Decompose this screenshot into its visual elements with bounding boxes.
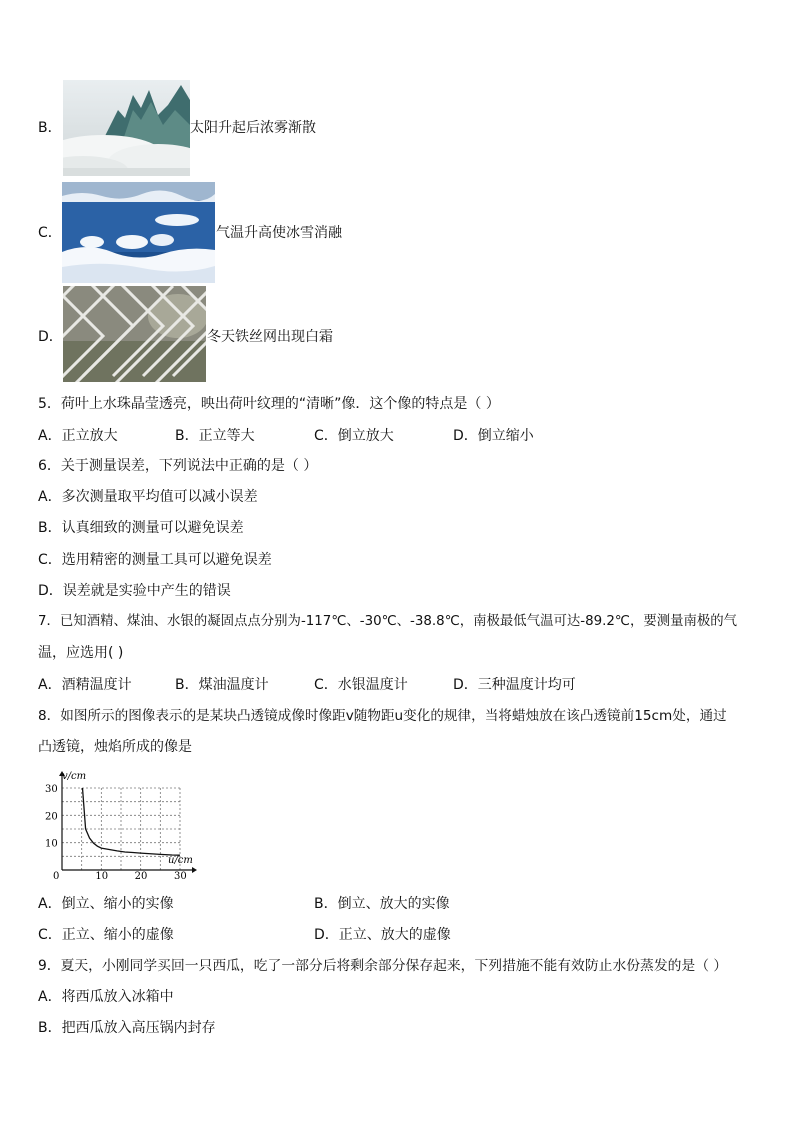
q5-option-c: C．倒立放大: [314, 428, 394, 444]
q8-option-a: A．倒立、缩小的实像: [38, 896, 174, 912]
x-tick-label: 10: [95, 871, 109, 880]
x-axis-label: u/cm: [168, 855, 193, 866]
x-tick-label: 30: [174, 871, 187, 880]
q8-option-b: B．倒立、放大的实像: [314, 896, 450, 912]
q8-option-d: D．正立、放大的虚像: [314, 927, 451, 943]
option-letter: D．: [38, 329, 63, 345]
lens-image-distance-chart: [40, 770, 200, 880]
q6-option-c: C．选用精密的测量工具可以避免误差: [38, 552, 272, 568]
option-text: 冬天铁丝网出现白霜: [207, 329, 333, 345]
chart-series: [83, 788, 181, 855]
q7-option-d: D．三种温度计均可: [453, 677, 576, 693]
option-letter: B．: [38, 120, 62, 136]
option-text: 气温升高使冰雪消融: [216, 225, 342, 241]
y-axis-label: v/cm: [62, 771, 87, 782]
melting-snow-photo: [62, 182, 215, 283]
q6-option-d: D．误差就是实验中产生的错误: [38, 583, 231, 599]
y-tick-label: 30: [45, 784, 58, 795]
q8-stem-line1: 8．如图所示的图像表示的是某块凸透镜成像时像距v随物距u变化的规律，当将蜡烛放在该凸透镜前15cm处，通过: [38, 708, 727, 724]
q6-stem: 6．关于测量误差，下列说法中正确的是（ ）: [38, 458, 318, 474]
chart-ticks: [45, 784, 187, 880]
y-tick-label: 20: [45, 811, 58, 823]
series-line-v-vs-u: [83, 788, 181, 855]
q6-option-b: B．认真细致的测量可以避免误差: [38, 520, 244, 536]
q6-option-a: A．多次测量取平均值可以减小误差: [38, 489, 258, 505]
chart-grid: [62, 788, 180, 870]
option-letter: C．: [38, 225, 62, 241]
q5-stem: 5．荷叶上水珠晶莹透亮，映出荷叶纹理的“清晰”像．这个像的特点是（ ）: [38, 396, 500, 412]
q7-option-c: C．水银温度计: [314, 677, 408, 693]
q8-option-c: C．正立、缩小的虚像: [38, 927, 174, 943]
q5-option-d: D．倒立缩小: [453, 428, 534, 444]
q8-stem-line2: 凸透镜，烛焰所成的像是: [38, 739, 192, 755]
option-text: 太阳升起后浓雾渐散: [190, 120, 316, 136]
q7-option-a: A．酒精温度计: [38, 677, 132, 693]
q7-stem-line2: 温，应选用( ): [38, 645, 124, 661]
q7-option-b: B．煤油温度计: [175, 677, 269, 693]
chart-svg: [40, 770, 200, 880]
mountain-fog-photo: [63, 80, 190, 176]
y-tick-label: 10: [45, 838, 58, 850]
q7-stem-line1: 7．已知酒精、煤油、水银的凝固点点分别为-117℃、-30℃、-38.8℃，南极最低气温可达-89.2℃，要测量南极的气: [38, 614, 738, 629]
x-axis-arrow: [192, 867, 197, 873]
x-tick-label: 20: [134, 871, 148, 880]
q9-stem: 9．夏天，小刚同学买回一只西瓜，吃了一部分后将剩余部分保存起来，下列措施不能有效防止水份蒸发的是（ ）: [38, 958, 728, 974]
q5-option-a: A．正立放大: [38, 428, 118, 444]
q9-option-a: A．将西瓜放入冰箱中: [38, 989, 174, 1005]
frost-wire-fence-photo: [63, 286, 206, 382]
q9-option-b: B．把西瓜放入高压锅内封存: [38, 1020, 216, 1036]
q5-option-b: B．正立等大: [175, 428, 255, 444]
origin-label: 0: [53, 871, 60, 880]
